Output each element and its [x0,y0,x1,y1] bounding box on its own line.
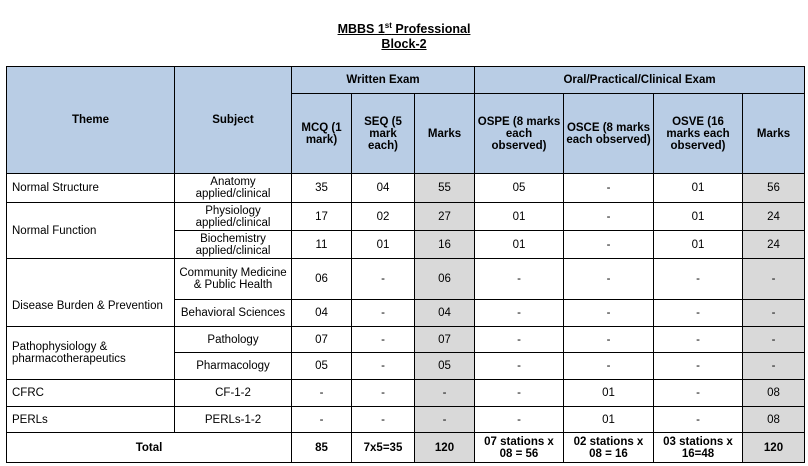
oral-marks-cell: 24 [743,203,805,231]
osve-cell: 01 [654,203,743,231]
mcq-cell: 17 [292,203,352,231]
theme-cell: Normal Structure [7,174,175,203]
ospe-cell: - [475,407,564,433]
header-ospe: OSPE (8 marks each observed) [475,94,564,174]
osce-cell: - [564,353,654,380]
osve-cell: 01 [654,174,743,203]
ospe-cell: 01 [475,203,564,231]
osce-cell: 01 [564,407,654,433]
mcq-cell: 07 [292,327,352,353]
ospe-cell: - [475,259,564,300]
total-marks-oral: 120 [743,433,805,463]
header-marks-written: Marks [415,94,475,174]
mcq-cell: 06 [292,259,352,300]
oral-marks-cell: 08 [743,380,805,407]
subject-cell: Physiology applied/clinical [175,203,292,231]
subject-cell: Behavioral Sciences [175,300,292,327]
total-ospe: 07 stations x 08 = 56 [475,433,564,463]
seq-cell: - [352,259,415,300]
seq-cell: - [352,407,415,433]
osve-cell: 01 [654,231,743,259]
marks-cell: - [415,407,475,433]
osve-cell: - [654,353,743,380]
osce-cell: - [564,259,654,300]
osve-cell: - [654,380,743,407]
ospe-cell: 01 [475,231,564,259]
marks-cell: 27 [415,203,475,231]
total-row [7,433,805,463]
total-mcq: 85 [292,433,352,463]
osce-cell: 01 [564,380,654,407]
oral-marks-cell: 24 [743,231,805,259]
page-subtitle: Block-2 [381,37,427,51]
seq-cell: 02 [352,203,415,231]
header-subject: Subject [175,67,292,174]
osce-cell: - [564,327,654,353]
seq-cell: 01 [352,231,415,259]
marks-cell: 05 [415,353,475,380]
osve-cell: - [654,327,743,353]
oral-marks-cell: 56 [743,174,805,203]
mcq-cell: 11 [292,231,352,259]
total-osce: 02 stations x 08 = 16 [564,433,654,463]
header-oral-exam: Oral/Practical/Clinical Exam [475,67,805,94]
marks-cell: 16 [415,231,475,259]
table-row [7,259,805,300]
theme-cell: Normal Function [7,203,175,259]
total-marks-written: 120 [415,433,475,463]
mcq-cell: - [292,380,352,407]
seq-cell: - [352,353,415,380]
ospe-cell: 05 [475,174,564,203]
table-row [7,407,805,433]
ospe-cell: - [475,353,564,380]
theme-cell: Pathophysiology & pharmacotherapeutics [7,327,175,380]
oral-marks-cell: - [743,300,805,327]
subject-cell: Pharmacology [175,353,292,380]
marks-cell: 06 [415,259,475,300]
total-osve: 03 stations x 16=48 [654,433,743,463]
marks-cell: 07 [415,327,475,353]
header-osce: OSCE (8 marks each observed) [564,94,654,174]
subject-cell: Anatomy applied/clinical [175,174,292,203]
ospe-cell: - [475,327,564,353]
subject-cell: Community Medicine & Public Health [175,259,292,300]
seq-cell: 04 [352,174,415,203]
page-title: MBBS 1st Professional [337,20,471,36]
seq-cell: - [352,300,415,327]
osve-cell: - [654,407,743,433]
osce-cell: - [564,300,654,327]
header-written-exam: Written Exam [292,67,475,94]
ospe-cell: - [475,380,564,407]
table-row [7,174,805,203]
header-seq: SEQ (5 mark each) [352,94,415,174]
theme-cell: CFRC [7,380,175,407]
mcq-cell: 04 [292,300,352,327]
osce-cell: - [564,174,654,203]
osve-cell: - [654,300,743,327]
oral-marks-cell: - [743,353,805,380]
seq-cell: - [352,327,415,353]
table-row [7,203,805,231]
oral-marks-cell: - [743,259,805,300]
header-osve: OSVE (16 marks each observed) [654,94,743,174]
subject-cell: CF-1-2 [175,380,292,407]
subject-cell: PERLs-1-2 [175,407,292,433]
marks-cell: 55 [415,174,475,203]
marks-cell: 04 [415,300,475,327]
ospe-cell: - [475,300,564,327]
subject-cell: Pathology [175,327,292,353]
oral-marks-cell: 08 [743,407,805,433]
subject-cell: Biochemistry applied/clinical [175,231,292,259]
total-label: Total [7,433,292,463]
table-row [7,327,805,353]
mcq-cell: - [292,407,352,433]
header-theme: Theme [7,67,175,174]
marks-cell: - [415,380,475,407]
osce-cell: - [564,203,654,231]
theme-cell: Disease Burden & Prevention [7,259,175,327]
oral-marks-cell: - [743,327,805,353]
header-marks-oral: Marks [743,94,805,174]
table-row [7,380,805,407]
total-seq: 7x5=35 [352,433,415,463]
osve-cell: - [654,259,743,300]
header-mcq: MCQ (1 mark) [292,94,352,174]
mcq-cell: 05 [292,353,352,380]
seq-cell: - [352,380,415,407]
mcq-cell: 35 [292,174,352,203]
exam-table [6,66,805,463]
theme-cell: PERLs [7,407,175,433]
osce-cell: - [564,231,654,259]
